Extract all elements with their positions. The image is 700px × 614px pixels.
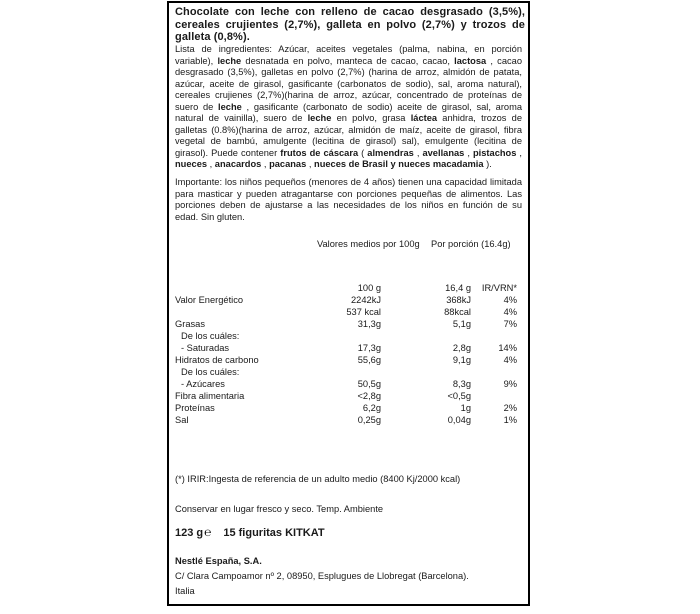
ingredient-text: , bbox=[306, 159, 315, 169]
header-per-portion: Por porción (16.4g) bbox=[431, 239, 511, 249]
nutrient-label: Hidratos de carbono bbox=[175, 355, 259, 365]
value-per-100g: 17,3g bbox=[357, 343, 381, 353]
nutrient-label: Proteínas bbox=[175, 403, 215, 413]
value-per-portion: 88kcal bbox=[444, 307, 471, 317]
manufacturer-address: C/ Clara Campoamor nº 2, 08950, Esplugues de Llobregat (Barcelona). bbox=[175, 571, 469, 581]
ingredient-allergen: leche bbox=[307, 113, 332, 123]
ingredient-allergen: leche bbox=[217, 55, 242, 66]
value-per-100g: 50,5g bbox=[357, 379, 381, 389]
product-title: Chocolate con leche con relleno de cacao desgrasado (3,5%), cereales crujientes (2,7%), galleta en polvo (2,7%) y trozos de galleta (0,8%). bbox=[175, 6, 525, 43]
reference-intake-footnote: (*) IRIR:Ingesta de referencia de un adulto medio (8400 Kj/2000 kcal) bbox=[175, 474, 461, 484]
subheader-empty-cell bbox=[175, 282, 321, 294]
nutrient-label: Sal bbox=[175, 415, 189, 425]
nutrient-label: - Saturadas bbox=[181, 343, 230, 353]
ingredient-allergen: lactosa bbox=[454, 55, 487, 66]
table-row bbox=[175, 414, 521, 426]
ingredient-text: , bbox=[207, 159, 215, 169]
nutrient-label bbox=[175, 306, 321, 318]
nutrient-label: Valor Energético bbox=[175, 295, 244, 305]
value-irvrn-percent: 4% bbox=[503, 355, 517, 365]
value-irvrn-percent: 4% bbox=[503, 295, 517, 305]
ingredient-allergen: pacanas bbox=[269, 159, 307, 169]
ingredient-allergen: nueces de Brasil y nueces macadamia bbox=[314, 159, 484, 169]
value-per-100g bbox=[321, 366, 381, 378]
ingredient-text: ( bbox=[358, 147, 368, 158]
nutrition-table-subheader bbox=[175, 282, 521, 294]
value-per-portion: 1g bbox=[460, 403, 471, 413]
nutrient-label: De los cuáles: bbox=[181, 331, 240, 341]
subheader-irvrn: IR/VRN* bbox=[481, 283, 517, 293]
value-per-portion bbox=[381, 366, 471, 378]
value-per-portion: 8,3g bbox=[452, 379, 471, 389]
table-row bbox=[175, 342, 521, 354]
ingredient-allergen: frutos de cáscara bbox=[280, 147, 359, 158]
value-irvrn-percent: 14% bbox=[498, 343, 517, 353]
value-per-portion: 9,1g bbox=[452, 355, 471, 365]
value-per-portion: 368kJ bbox=[446, 295, 471, 305]
manufacturer-name: Nestlé España, S.A. bbox=[175, 556, 262, 566]
ingredient-text: , bbox=[516, 147, 523, 158]
value-irvrn-percent: 9% bbox=[503, 379, 517, 389]
ingredients-paragraph bbox=[175, 44, 522, 171]
ingredient-text: desnatada en polvo, manteca de cacao, cacao, bbox=[241, 55, 455, 66]
value-per-100g: <2,8g bbox=[357, 391, 381, 401]
value-per-100g: 2242kJ bbox=[351, 295, 381, 305]
estimated-sign-icon: ℮ bbox=[204, 525, 212, 539]
label-border-box bbox=[167, 1, 530, 606]
table-row bbox=[175, 354, 521, 366]
manufacturer-block bbox=[175, 554, 522, 599]
value-irvrn-percent bbox=[471, 390, 517, 402]
value-irvrn-percent: 2% bbox=[503, 403, 517, 413]
subheader-16-4g: 16,4 g bbox=[445, 283, 471, 293]
value-per-portion: 5,1g bbox=[452, 319, 471, 329]
table-row bbox=[175, 390, 521, 402]
ingredient-text: anhidra, trozos de galletas (0.8%)(harina de arroz, azúcar, almidón de maíz, aceite de girasol, fibra vegetal de bambú, amulgente (lecitina de girasol) sal), emulgente (lecitina de girasol). Puede contener bbox=[175, 113, 522, 158]
ingredient-text: , cacao desgrasado (3,5%), galletas en polvo (2,7%) (harina de arroz, almidón de patata, azúcar, aceite de girasol, gasificante (carbonatos de sodio), sal, aroma natural), cereales crujienes (2,7%)(harina de arroz, azúcar, concentrado de proteínas de suero de bbox=[175, 55, 522, 112]
nutrition-table-rows bbox=[175, 294, 521, 426]
value-per-portion: 2,8g bbox=[452, 343, 471, 353]
value-per-portion: <0,5g bbox=[447, 391, 471, 401]
ingredient-text: , bbox=[464, 147, 473, 158]
ingredient-text: , gasificante (carbonato de sodio) aceite de girasol, sal, aroma natural de vainilla), suero de bbox=[175, 101, 523, 123]
value-per-portion: 0,04g bbox=[447, 415, 471, 425]
ingredient-allergen: anacardos bbox=[214, 159, 262, 169]
nutrient-label: Grasas bbox=[175, 319, 205, 329]
table-row bbox=[175, 294, 521, 306]
ingredient-allergen: pistachos bbox=[473, 147, 517, 158]
table-row bbox=[175, 306, 521, 318]
value-per-100g bbox=[321, 330, 381, 342]
table-row bbox=[175, 402, 521, 414]
important-note: Importante: los niños pequeños (menores de 4 años) tienen una capacidad limitada para masticar y pueden atragantarse con porciones pequeñas de alimentos. Las porciones deben de ajustarse a las necesidades de los niños en función de su edad. Sin gluten. bbox=[175, 177, 522, 222]
net-weight-value: 123 g bbox=[175, 527, 204, 539]
ingredient-text: , bbox=[261, 159, 270, 169]
ingredient-text: en polvo, grasa bbox=[331, 113, 411, 123]
manufacturer-country: Italia bbox=[175, 586, 195, 596]
nutrient-label: De los cuáles: bbox=[181, 367, 240, 377]
value-per-100g: 0,25g bbox=[357, 415, 381, 425]
ingredient-text: ). bbox=[483, 159, 492, 169]
piece-count: 15 figuritas KITKAT bbox=[223, 527, 325, 539]
ingredient-text: Lista de ingredientes: Azúcar, aceites vegetales (palma, nabina, en porción variable), bbox=[175, 44, 522, 66]
table-row bbox=[175, 366, 521, 378]
ingredient-allergen: almendras bbox=[367, 147, 414, 158]
ingredient-allergen: avellanas bbox=[422, 147, 465, 158]
table-row bbox=[175, 330, 521, 342]
value-per-100g: 31,3g bbox=[357, 319, 381, 329]
nutrition-table-header bbox=[169, 239, 528, 251]
header-per-100g: Valores medios por 100g bbox=[317, 239, 420, 249]
value-irvrn-percent bbox=[471, 366, 517, 378]
nutrient-label: Fibra alimentaria bbox=[175, 391, 245, 401]
value-per-100g: 6,2g bbox=[362, 403, 381, 413]
value-irvrn-percent: 1% bbox=[503, 415, 517, 425]
value-per-100g: 55,6g bbox=[357, 355, 381, 365]
table-row bbox=[175, 378, 521, 390]
value-per-portion bbox=[381, 330, 471, 342]
net-weight-line bbox=[175, 525, 522, 539]
ingredient-allergen: láctea bbox=[410, 113, 438, 123]
nutrient-label: - Azúcares bbox=[181, 379, 225, 389]
storage-instructions: Conservar en lugar fresco y seco. Temp. Ambiente bbox=[175, 504, 384, 514]
value-irvrn-percent: 7% bbox=[503, 319, 517, 329]
ingredient-allergen: leche bbox=[218, 101, 242, 112]
value-per-100g: 537 kcal bbox=[346, 307, 381, 317]
subheader-100g: 100 g bbox=[357, 283, 381, 293]
table-row bbox=[175, 318, 521, 330]
value-irvrn-percent bbox=[471, 330, 517, 342]
ingredient-allergen: nueces bbox=[175, 159, 208, 169]
ingredient-text: , bbox=[413, 147, 423, 158]
value-irvrn-percent: 4% bbox=[503, 307, 517, 317]
